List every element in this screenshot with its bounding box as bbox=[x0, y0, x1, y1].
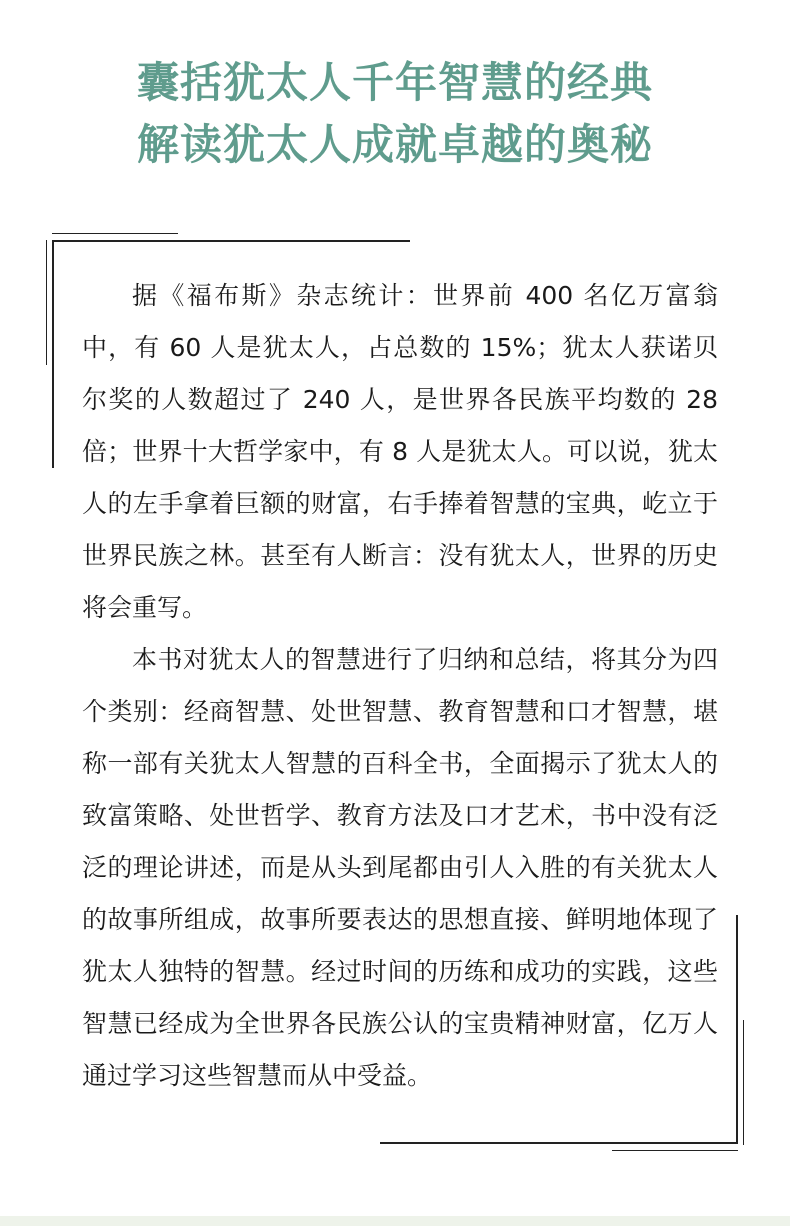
frame-left-thin-line bbox=[46, 240, 47, 365]
frame-top-left-thick-line bbox=[52, 240, 410, 242]
article-body bbox=[82, 270, 718, 1102]
bottom-band bbox=[0, 1216, 790, 1226]
frame-left-thick-line bbox=[52, 240, 54, 468]
frame-bottom-thick-line bbox=[380, 1142, 738, 1144]
frame-right-thick-line bbox=[736, 915, 738, 1144]
frame-bottom-thin-line bbox=[612, 1150, 738, 1151]
article-paragraph-1: 据《福布斯》杂志统计：世界前 400 名亿万富翁中，有 60 人是犹太人，占总数的 15%；犹太人获诺贝尔奖的人数超过了 240 人，是世界各民族平均数的 28 倍；世界十大哲学家中，有 8 人是犹太人。可以说，犹太人的左手拿着巨额的财富，右手捧着智慧的宝典，屹立于世界民族之林。甚至有人断言：没有犹太人，世界的历史将会重写。 bbox=[82, 281, 718, 622]
frame-top-left-thin-line bbox=[52, 233, 178, 234]
headline-line-2: 解读犹太人成就卓越的奥秘 bbox=[136, 120, 653, 169]
article-paragraph-2: 本书对犹太人的智慧进行了归纳和总结，将其分为四个类别：经商智慧、处世智慧、教育智慧和口才智慧，堪称一部有关犹太人智慧的百科全书，全面揭示了犹太人的致富策略、处世哲学、教育方法及口才艺术，书中没有泛泛的理论讲述，而是从头到尾都由引人入胜的有关犹太人的故事所组成，故事所要表达的思想直接、鲜明地体现了犹太人独特的智慧。经过时间的历练和成功的实践，这些智慧已经成为全世界各民族公认的宝贵精神财富，亿万人通过学习这些智慧而从中受益。 bbox=[82, 645, 718, 1090]
headline-line-1: 囊括犹太人千年智慧的经典 bbox=[136, 58, 653, 107]
frame-right-thin-line bbox=[743, 1020, 744, 1145]
